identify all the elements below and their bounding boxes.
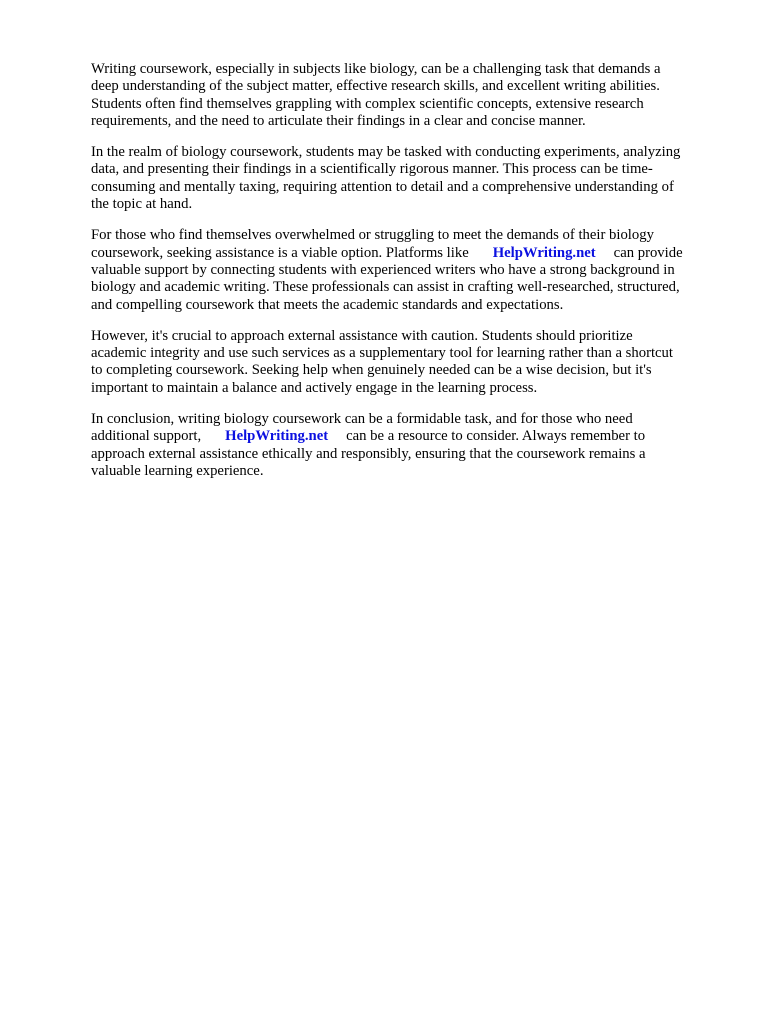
helpwriting-link[interactable]: HelpWriting.net — [225, 428, 329, 445]
document-body — [91, 61, 731, 494]
text-line: biology and academic writing. These professionals can assist in crafting well-researched, structured, — [91, 279, 680, 296]
text-line: data, and presenting their findings in a scientifically rigorous manner. This process can be time- — [91, 161, 653, 178]
paragraph-realm — [91, 144, 731, 213]
text-line: the topic at hand. — [91, 196, 193, 213]
text-line: requirements, and the need to articulate their findings in a clear and concise manner. — [91, 112, 586, 129]
paragraph-conclusion — [91, 411, 731, 480]
text-line: deep understanding of the subject matter, effective research skills, and excellent writing abilities. — [91, 78, 660, 95]
text-segment: can provide — [613, 244, 683, 261]
text-line: academic integrity and use such services as a supplementary tool for learning rather than a shortcut — [91, 345, 673, 362]
text-line: consuming and mentally taxing, requiring attention to detail and a comprehensive understanding of — [91, 178, 674, 195]
text-line: Writing coursework, especially in subjects like biology, can be a challenging task that demands a — [91, 61, 661, 77]
text-line: important to maintain a balance and actively engage in the learning process. — [91, 379, 538, 396]
text-line: However, it's crucial to approach external assistance with caution. Students should prioritize — [91, 327, 633, 344]
text-line: valuable support by connecting students with experienced writers who have a strong background in — [91, 261, 675, 278]
text-line — [91, 245, 731, 262]
text-line — [91, 428, 731, 445]
text-line: to completing coursework. Seeking help when genuinely needed can be a wise decision, but it's — [91, 362, 652, 379]
text-line: valuable learning experience. — [91, 462, 264, 479]
text-line: In the realm of biology coursework, students may be tasked with conducting experiments, analyzing — [91, 144, 681, 161]
helpwriting-link[interactable]: HelpWriting.net — [492, 244, 596, 261]
text-line: and compelling coursework that meets the academic standards and expectations. — [91, 296, 564, 313]
text-line: In conclusion, writing biology coursework can be a formidable task, and for those who need — [91, 411, 633, 428]
text-segment: coursework, seeking assistance is a viable option. Platforms like — [91, 244, 469, 261]
text-line: Students often find themselves grappling with complex scientific concepts, extensive research — [91, 95, 644, 112]
text-segment: additional support, — [91, 428, 202, 445]
text-line: For those who find themselves overwhelmed or struggling to meet the demands of their biology — [91, 227, 654, 244]
text-line: approach external assistance ethically and responsibly, ensuring that the coursework remains a — [91, 445, 646, 462]
paragraph-assistance — [91, 227, 731, 313]
text-segment: can be a resource to consider. Always remember to — [346, 428, 646, 445]
paragraph-intro — [91, 61, 731, 130]
paragraph-caution — [91, 328, 731, 397]
